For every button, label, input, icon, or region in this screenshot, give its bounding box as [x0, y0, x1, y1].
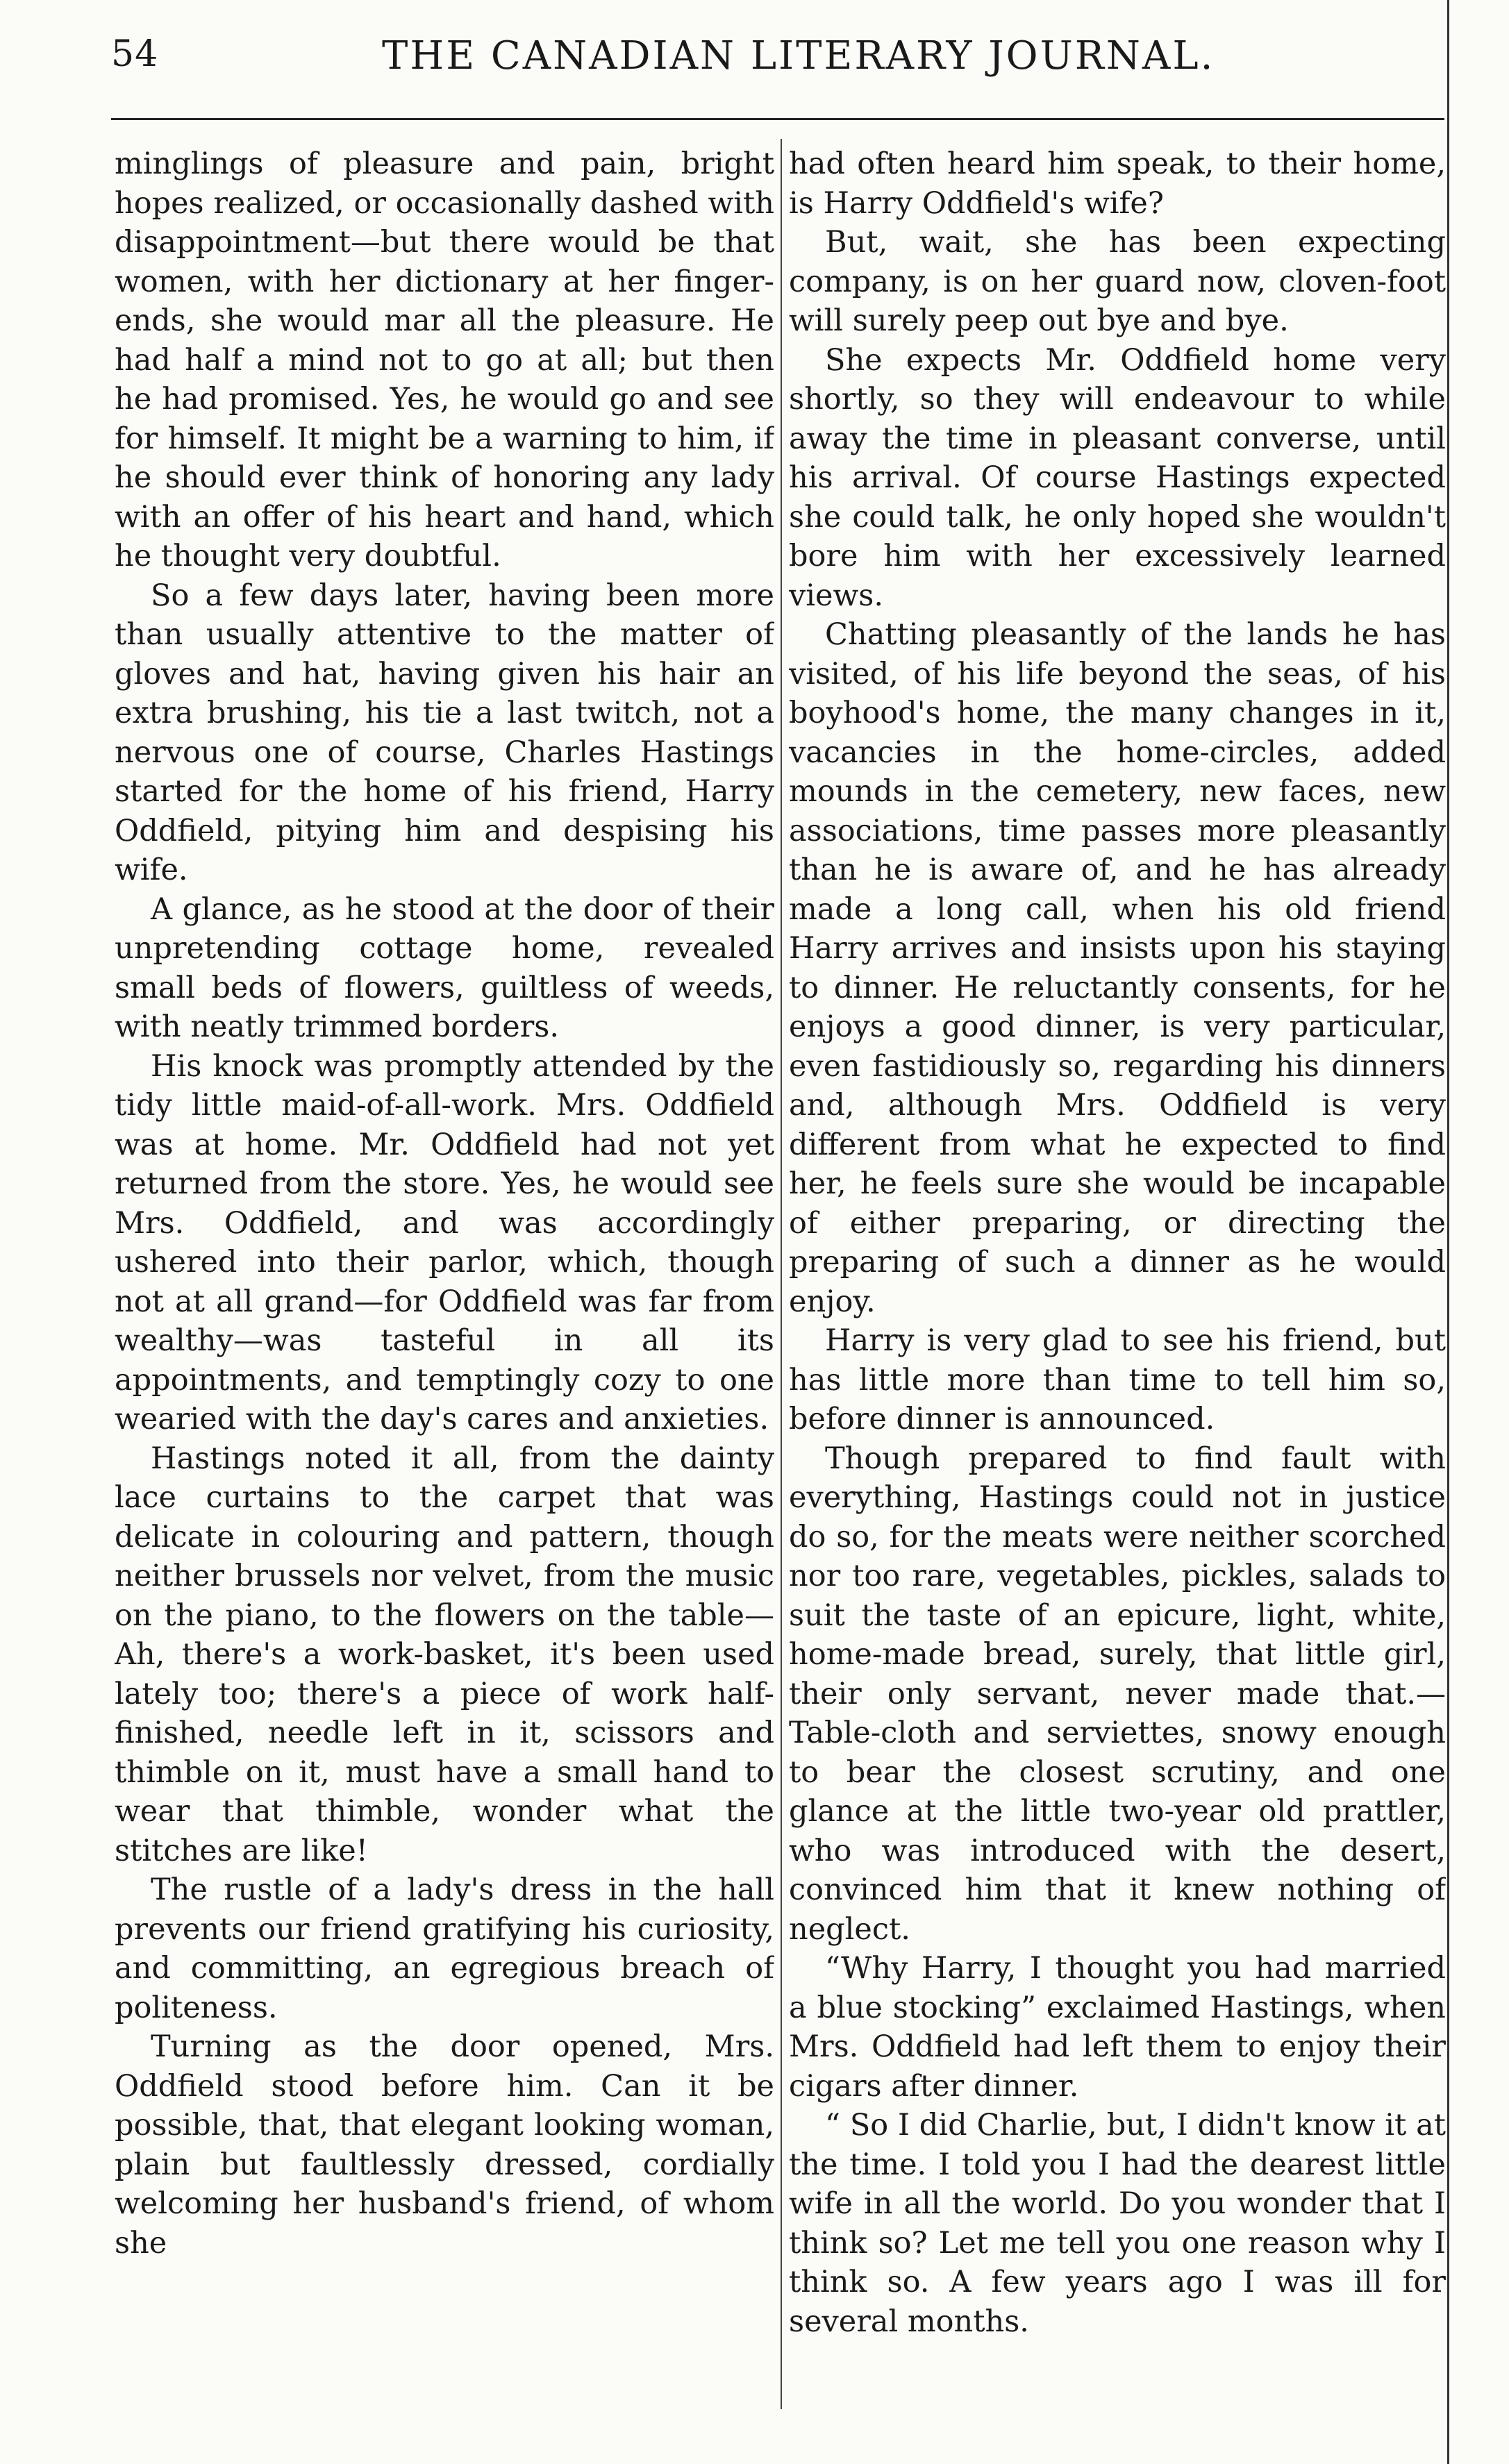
- page-number: 54: [111, 33, 159, 75]
- left-paragraph-2: So a few days later, having been more than usually attentive to the matter of gloves and hat, having given his hair an extra brushing, his tie a last twitch, not a nervous one of course, Charles Hastings started for the home of his friend, Harry Oddfield, pitying him and despising his wife.: [115, 578, 774, 887]
- left-paragraph-1: minglings of pleasure and pain, bright hopes realized, or occasionally dashed with disappointment—but there would be that women, with her dictionary at her finger-ends, she would mar all the pleasure. He had half a mind not to go at all; but then he had promised. Yes, he would go and see for himself. It might be a warning to him, if he should ever think of honoring any lady with an offer of his heart and hand, which he thought very doubtful.: [115, 146, 774, 573]
- right-paragraph-8: “ So I did Charlie, but, I didn't know it at the time. I told you I had the dearest little wife in all the world. Do you wonder that I think so? Let me tell you one reason why I think so. A few years ago I was ill for several months.: [789, 2108, 1446, 2339]
- right-page-border: [1447, 0, 1449, 2464]
- right-paragraph-6: Though prepared to find fault with everything, Hastings could not in justice do so, for the meats were neither scorched nor too rare, vegetables, pickles, salads to suit the taste of an epicure, light, white, home-made bread, surely, that little girl, their only servant, never made that.—Table-cloth and serviettes, snowy enough to bear the closest scrutiny, and one glance at the little two-year old prattler, who was introduced with the desert, convinced him that it knew nothing of neglect.: [789, 1441, 1446, 1947]
- left-paragraph-3: A glance, as he stood at the door of their unpretending cottage home, revealed small beds of flowers, guiltless of weeds, with neatly trimmed borders.: [115, 891, 774, 1044]
- left-paragraph-5: Hastings noted it all, from the dainty lace curtains to the carpet that was delicate in colouring and pattern, though neither brussels nor velvet, from the music on the piano, to the flowers on the table—Ah, there's a work-basket, it's been used lately too; there's a piece of work half-finished, needle left in it, scissors and thimble on it, must have a small hand to wear that thimble, wonder what the stitches are like!: [115, 1441, 774, 1868]
- column-divider: [781, 139, 782, 2409]
- right-column: [789, 144, 1446, 2422]
- page-header: [111, 29, 1458, 106]
- right-paragraph-7: “Why Harry, I thought you had married a blue stocking” exclaimed Hastings, when Mrs. Oddfield had left them to enjoy their cigars after dinner.: [789, 1951, 1446, 2104]
- left-paragraph-7: Turning as the door opened, Mrs. Oddfield stood before him. Can it be possible, that, that elegant looking woman, plain but faultlessly dressed, cordially welcoming her husband's friend, of whom she: [115, 2029, 774, 2261]
- left-column: [115, 144, 774, 2422]
- journal-title: THE CANADIAN LITERARY JOURNAL.: [382, 33, 1215, 78]
- right-paragraph-2: But, wait, she has been expecting company, is on her guard now, cloven-foot will surely peep out bye and bye.: [789, 225, 1446, 338]
- right-paragraph-5: Harry is very glad to see his friend, but has little more than time to tell him so, before dinner is announced.: [789, 1323, 1446, 1436]
- right-paragraph-4: Chatting pleasantly of the lands he has visited, of his life beyond the seas, of his boyhood's home, the many changes in it, vacancies in the home-circles, added mounds in the cemetery, new faces, new associations, time passes more pleasantly than he is aware of, and he has already made a long call, when his old friend Harry arrives and insists upon his staying to dinner. He reluctantly consents, for he enjoys a good dinner, is very particular, even fastidiously so, regarding his dinners and, although Mrs. Oddfield is very different from what he expected to find her, he feels sure she would be incapable of either preparing, or directing the preparing of such a dinner as he would enjoy.: [789, 617, 1446, 1319]
- left-paragraph-4: His knock was promptly attended by the tidy little maid-of-all-work. Mrs. Oddfield was at home. Mr. Oddfield had not yet returned from the store. Yes, he would see Mrs. Oddfield, and was accordingly ushered into their parlor, which, though not at all grand—for Oddfield was far from wealthy—was tasteful in all its appointments, and temptingly cozy to one wearied with the day's cares and anxieties.: [115, 1048, 774, 1436]
- right-paragraph-1: had often heard him speak, to their home, is Harry Oddfield's wife?: [789, 146, 1446, 221]
- right-paragraph-3: She expects Mr. Oddfield home very shortly, so they will endeavour to while away the time in pleasant converse, until his arrival. Of course Hastings expected she could talk, he only hoped she wouldn't bore him with her excessively learned views.: [789, 342, 1446, 613]
- header-rule: [111, 118, 1444, 120]
- left-paragraph-6: The rustle of a lady's dress in the hall prevents our friend gratifying his curiosity, and committing, an egregious breach of politeness.: [115, 1872, 774, 2025]
